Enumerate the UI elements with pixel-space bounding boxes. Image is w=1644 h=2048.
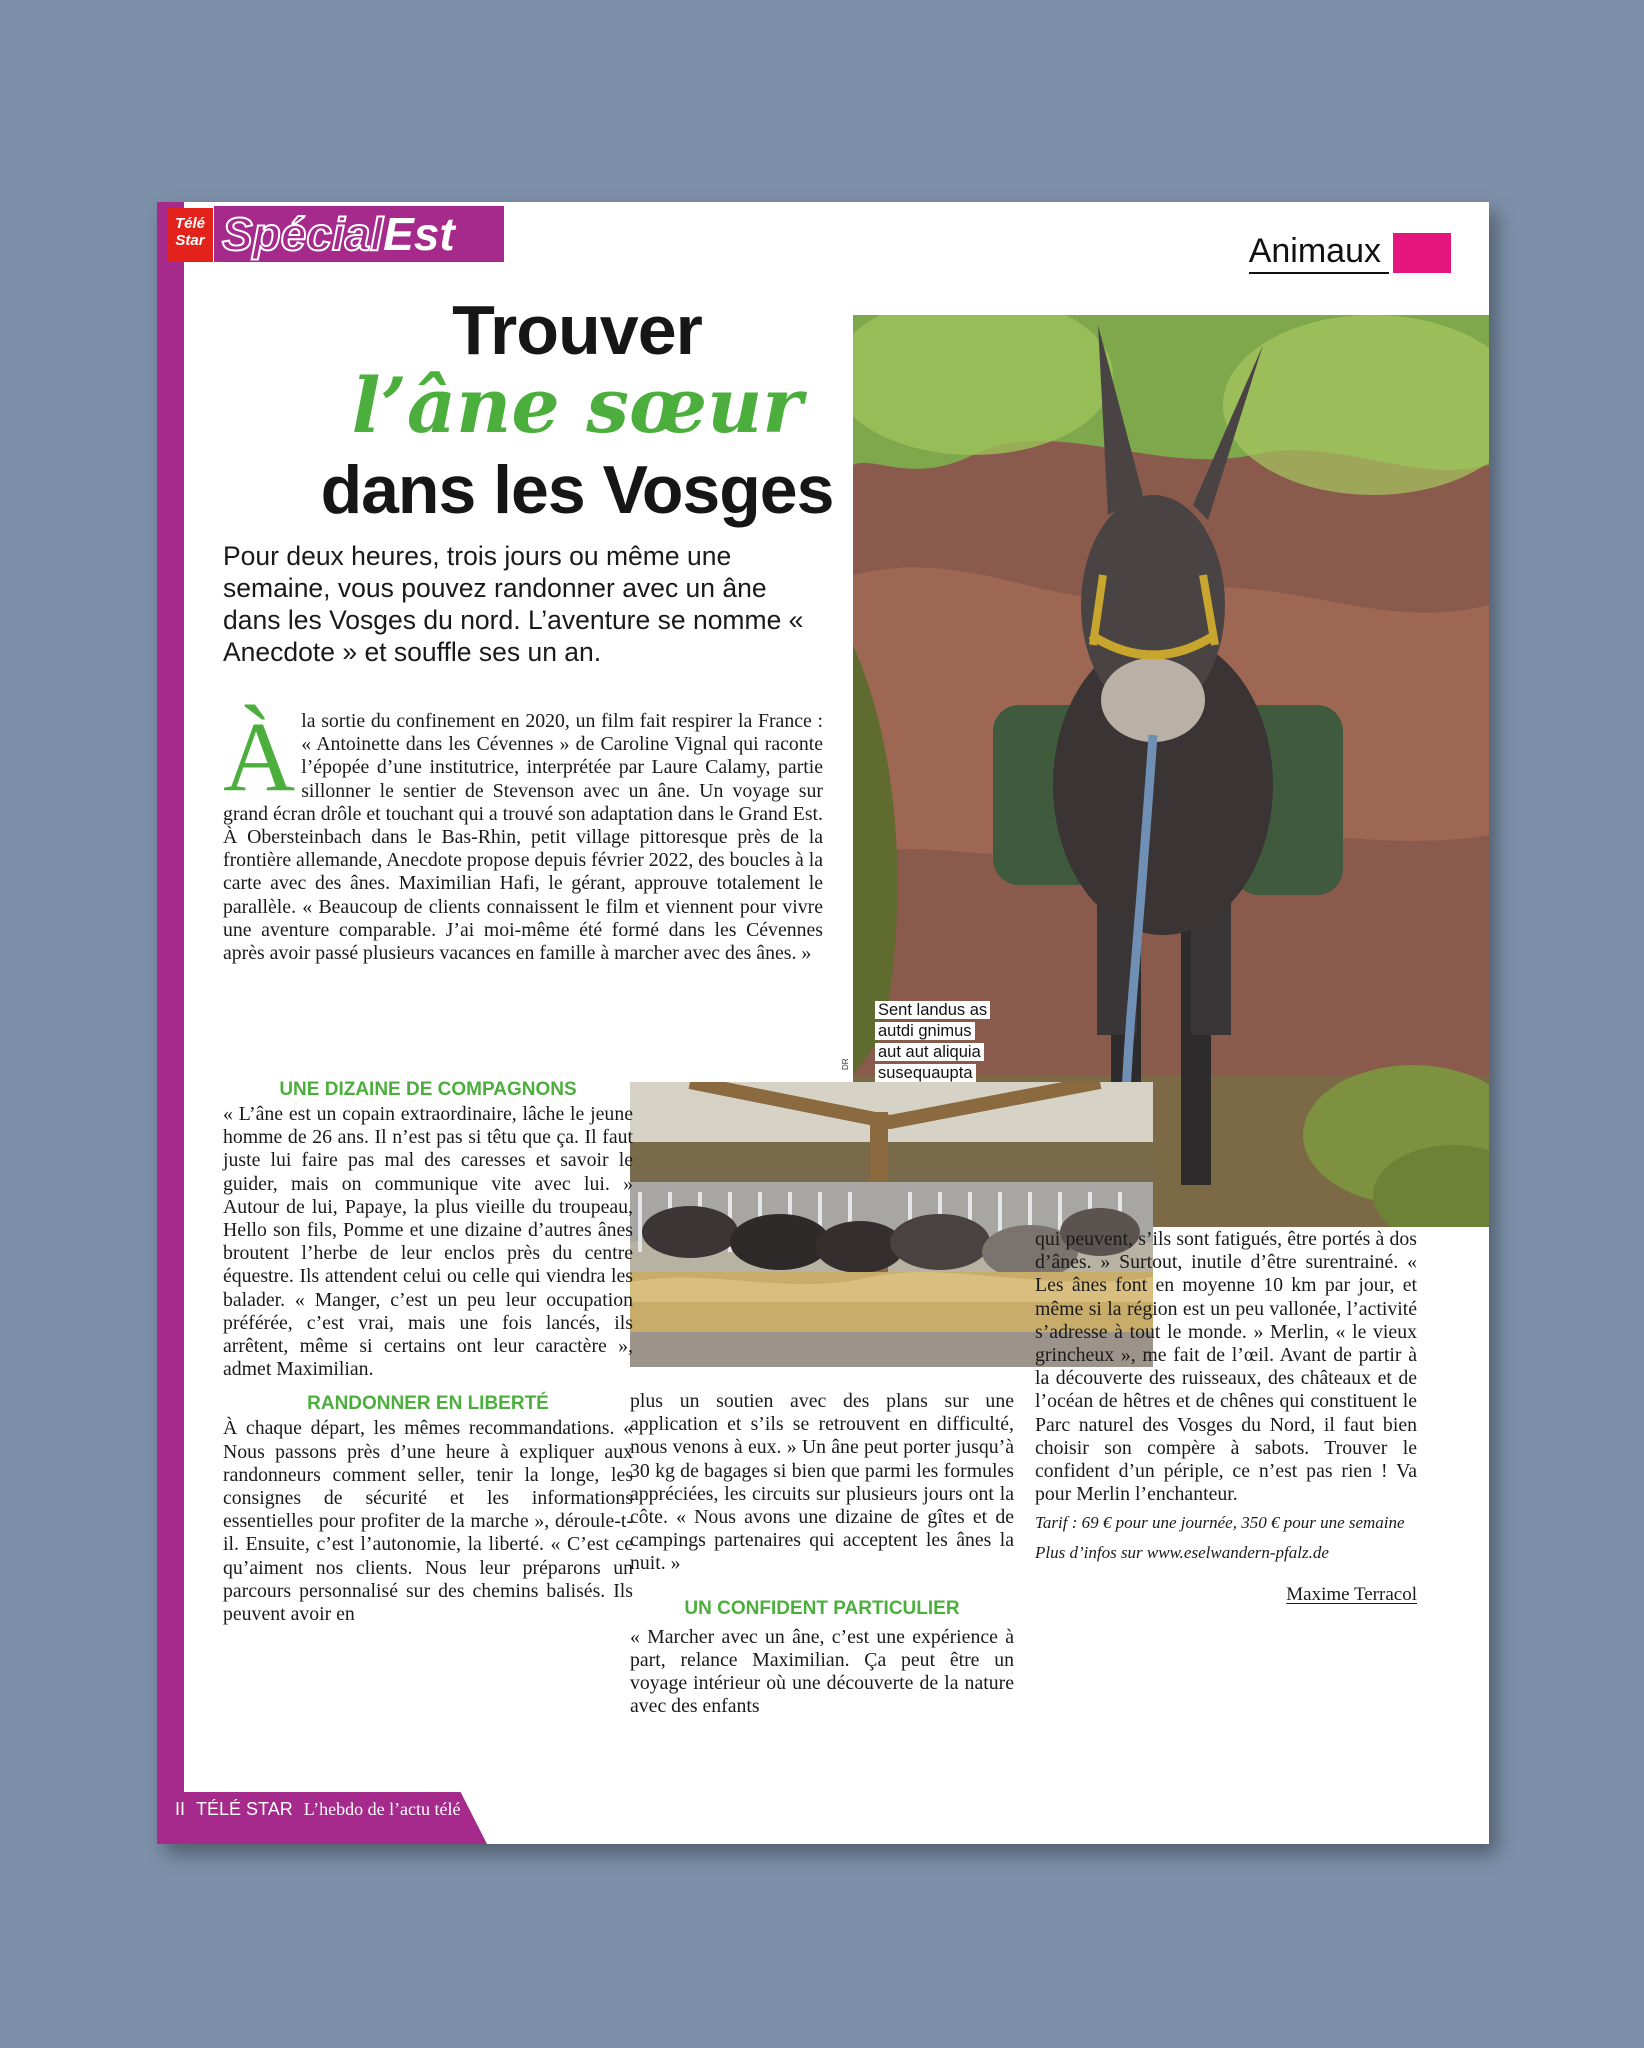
- column-3: [1035, 1228, 1417, 1606]
- headline-line-3: dans les Vosges: [320, 452, 834, 528]
- headline-line-1: Trouver: [452, 291, 702, 369]
- col2-paragraph-2: « Marcher avec un âne, c’est une expérience à part, relance Maximilian. Ça peut être un voyage intérieur où une découverte de la nature avec des enfants: [630, 1625, 1014, 1718]
- rubric-color-block: [1393, 233, 1451, 273]
- photo-credit: DR: [841, 1058, 850, 1070]
- subhead-compagnons: UNE DIZAINE DE COMPAGNONS: [279, 1079, 577, 1100]
- section-rubric: [1249, 232, 1451, 274]
- col1-paragraph-1: « L’âne est un copain extraordinaire, lâche le jeune homme de 26 ans. Il n’est pas si têtu que ça. Il faut juste lui faire pas mal des caresses et savoir le guider, mais on communique vite avec lui. » Autour de lui, Papaye, la plus vieille du troupeau, Hello son fils, Pomme et une dizaine d’autres ânes broutent l’herbe de leur enclos près du centre équestre. Ils attendent celui ou celle qui viendra les balader. « Manger, c’est un peu leur occupation préférée, c’est vrai, mais une fois lancés, ils arrêtent, même si certains ont leur caractère », admet Maximilian.: [223, 1103, 633, 1381]
- footer-tagline: L’hebdo de l’actu télé: [303, 1799, 461, 1819]
- author-signature: Maxime Terracol: [1286, 1584, 1417, 1606]
- standfirst: Pour deux heures, trois jours ou même une semaine, vous pouvez randonner avec un âne dans les Vosges du nord. L’aventure se nomme « Anecdote » et souffle ses un an.: [223, 541, 804, 667]
- column-2: [630, 1390, 1014, 1718]
- tele-star-logo: Télé Star: [167, 208, 213, 262]
- col1-paragraph-2: À chaque départ, les mêmes recommandations. « Nous passons près d’une heure à expliquer aux randonneurs comment seller, tenir la longe, les consignes de sécurité et les informations essentielles pour profiter de la marche », déroule-t-il. Ensuite, c’est l’autonomie, la liberté. « C’est ce qu’aiment nos clients. Nous leur préparons un parcours personnalisé sur des chemins balisés. Ils peuvent avoir en: [223, 1417, 633, 1626]
- headline-line-2: l’âne sœur: [351, 361, 803, 450]
- footer-brand: TÉLÉ STAR: [196, 1799, 293, 1819]
- page-number: II: [175, 1799, 186, 1819]
- drop-cap: À: [223, 701, 296, 812]
- subhead-liberte: RANDONNER EN LIBERTÉ: [307, 1393, 549, 1415]
- intro-paragraph: [223, 701, 823, 965]
- website-info: Plus d’infos sur www.eselwandern-pfalz.de: [1035, 1543, 1329, 1563]
- magazine-page: [157, 202, 1489, 1844]
- special-label: Spécial: [222, 208, 384, 260]
- special-est-banner: [214, 206, 504, 262]
- photo-caption: Sent landus as autdi gnimus aut aut aliquia susequaupta: [875, 1000, 1005, 1084]
- sidebar-stripe: [157, 202, 184, 1844]
- col3-paragraph: qui peuvent, s’ils sont fatigués, être portés à dos d’ânes. » Surtout, inutile d’être surentrainé. « Les ânes font en moyenne 10 km par jour, et même si la région est un peu vallonée, l’activité s’adresse à tout le monde. » Merlin, « le vieux grincheux », me fait de l’œil. Avant de partir à la découverte des ruisseaux, des châteaux et de l’océan de hêtres et de chênes qui constituent le Parc naturel des Vosges du Nord, il faut bien choisir son compère à sabots. Trouver le confident d’un périple, ce n’est pas rien ! Va pour Merlin l’enchanteur.: [1035, 1228, 1417, 1506]
- intro-text: la sortie du confinement en 2020, un film fait respirer la France : « Antoinette dans les Cévennes » de Caroline Vignal qui raconte l’épopée d’une institutrice, interprétée par Laure Calamy, partie sillonner le sentier de Stevenson avec un âne. Un voyage sur grand écran drôle et touchant qui a trouvé son adaptation dans le Grand Est. À Obersteinbach dans le Bas-Rhin, petit village pittoresque près de la frontière allemande, Anecdote propose depuis février 2022, des boucles à la carte avec des ânes. Maximilian Hafi, le gérant, approuve totalement le parallèle. « Beaucoup de clients connaissent le film et viennent pour vivre une aventure comparable. J’ai moi-même été formé dans les Cévennes après avoir passé plusieurs vacances en famille à marcher avec des ânes. »: [223, 710, 823, 965]
- tarif-info: Tarif : 69 € pour une journée, 350 € pour une semaine: [1035, 1513, 1405, 1533]
- col2-paragraph-1: plus un soutien avec des plans sur une application et s’ils se retrouvent en difficulté, nous venons à eux. » Un âne peut porter jusqu’à 30 kg de bagages si bien que parmi les formules appréciées, les circuits sur plusieurs jours ont la côte. « Nous avons une dizaine de gîtes et de campings partenaires qui acceptent les ânes la nuit. »: [630, 1390, 1014, 1575]
- footer-text: [175, 1798, 461, 1820]
- subhead-confident: UN CONFIDENT PARTICULIER: [684, 1597, 960, 1619]
- rubric-label: Animaux: [1249, 232, 1389, 274]
- column-1: [223, 1077, 633, 1626]
- est-label: Est: [383, 208, 455, 260]
